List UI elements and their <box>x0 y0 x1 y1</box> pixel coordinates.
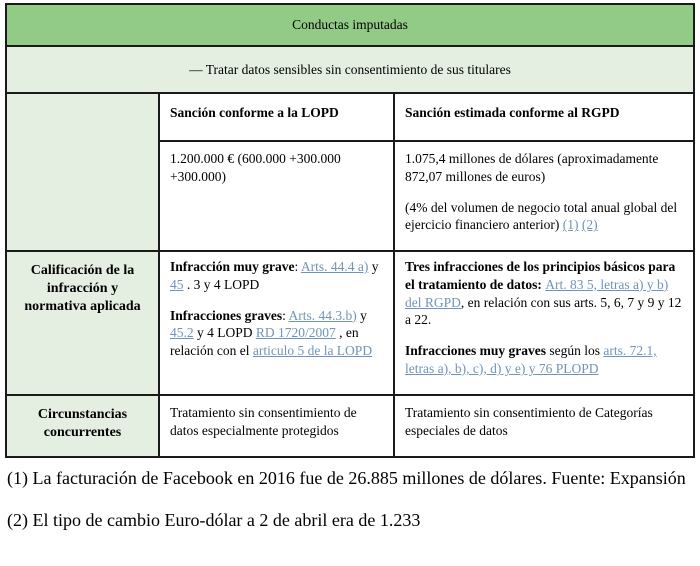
rgpd-header: Sanción estimada conforme al RGPD <box>405 105 620 120</box>
rgpd-very-serious-bold: Infracciones muy graves <box>405 343 546 359</box>
lopd-art-45-2-link[interactable]: 45.2 <box>170 325 194 341</box>
circumstances-rgpd-text: Tratamiento sin consentimiento de Categorías especiales de datos <box>405 405 653 438</box>
plopd-arts-72-1-link[interactable]: arts. 72.1, letras a), b), c), d) y e) y 76 PLOPD <box>405 343 657 377</box>
text-segment: . 3 y 4 LOPD <box>183 276 260 292</box>
lopd-header: Sanción conforme a la LOPD <box>170 105 339 120</box>
lopd-header-cell <box>159 93 394 141</box>
table-title-cell <box>6 4 694 46</box>
text-segment: y 4 LOPD <box>193 325 256 341</box>
conduct-text: — Tratar datos sensibles sin consentimiento de sus titulares <box>189 61 511 77</box>
circumstances-lopd-text: Tratamiento sin consentimiento de datos especialmente protegidos <box>170 405 357 438</box>
empty-label-cell <box>6 93 159 251</box>
row-conduct <box>6 46 694 93</box>
table-title: Conductas imputadas <box>292 17 408 33</box>
footnote-1-link[interactable]: (1) <box>562 217 579 233</box>
text-segment: y <box>356 307 367 323</box>
qualification-lopd-cell <box>159 251 394 395</box>
rgpd-amount-cell <box>394 141 694 251</box>
conduct-cell <box>6 46 694 93</box>
qualification-rgpd-cell <box>394 251 694 395</box>
row-circumstances <box>6 395 694 457</box>
footnote-2: (2) El tipo de cambio Euro-dólar a 2 de abril era de 1.233 <box>7 509 421 530</box>
text-segment: , en relación con sus arts. 5, 6, 7 y 9 y 12 a 22. <box>405 294 682 328</box>
qualification-label-cell <box>6 251 159 395</box>
circumstances-lopd-cell <box>159 395 394 457</box>
qualification-label: Calificación de la infracción y normativa aplicada <box>24 263 141 315</box>
row-qualification <box>6 251 694 395</box>
rgpd-art-83-5-link[interactable]: Art. 83 5, letras a) y b) del RGPD <box>405 276 669 310</box>
lopd-amount-cell <box>159 141 394 251</box>
rgpd-header-cell <box>394 93 694 141</box>
text-segment: : <box>282 307 289 323</box>
circumstances-label-cell <box>6 395 159 457</box>
text-segment: según los <box>545 343 604 359</box>
lopd-art-5-link[interactable]: articulo 5 de la LOPD <box>252 343 373 359</box>
footnote-1: (1) La facturación de Facebook en 2016 fue de 26.885 millones de dólares. Fuente: Expansión <box>7 468 686 488</box>
sanctions-comparison-table <box>5 3 695 458</box>
lopd-serious-infringements <box>170 307 383 360</box>
text-segment: , en relación con el <box>170 325 359 359</box>
circumstances-label: Circunstancias concurrentes <box>37 407 128 441</box>
row-title <box>6 4 694 46</box>
rd-1720-2007-link[interactable]: RD 1720/2007 <box>255 325 336 341</box>
text-segment: : <box>294 259 301 274</box>
row-column-headers <box>6 93 694 141</box>
footnote-2-link[interactable]: (2) <box>581 217 598 233</box>
lopd-arts-44-3b-link[interactable]: Arts. 44.3.b) <box>288 307 357 323</box>
rgpd-principles-bold: Tres infracciones de los principios básicos para el tratamiento de datos: <box>405 259 676 292</box>
lopd-serious-bold: Infracciones graves <box>170 307 283 323</box>
rgpd-very-serious-infringements <box>405 342 683 378</box>
rgpd-three-infringements <box>405 258 683 329</box>
lopd-amount: 1.200.000 € (600.000 +300.000 +300.000) <box>170 151 341 184</box>
lopd-arts-44-4-link[interactable]: Arts. 44.4 a) <box>300 259 369 274</box>
rgpd-percentage-text: (4% del volumen de negocio total anual global del ejercicio financiero anterior) <box>405 199 678 233</box>
text-segment: y <box>368 259 379 274</box>
lopd-very-serious-bold: Infracción muy grave <box>170 259 295 274</box>
rgpd-amount: 1.075,4 millones de dólares (aproximadamente 872,07 millones de euros) <box>405 151 659 184</box>
lopd-art-45-link[interactable]: 45 <box>170 276 184 292</box>
rgpd-percentage <box>405 199 683 235</box>
lopd-very-serious-infringement <box>170 258 383 294</box>
circumstances-rgpd-cell <box>394 395 694 457</box>
